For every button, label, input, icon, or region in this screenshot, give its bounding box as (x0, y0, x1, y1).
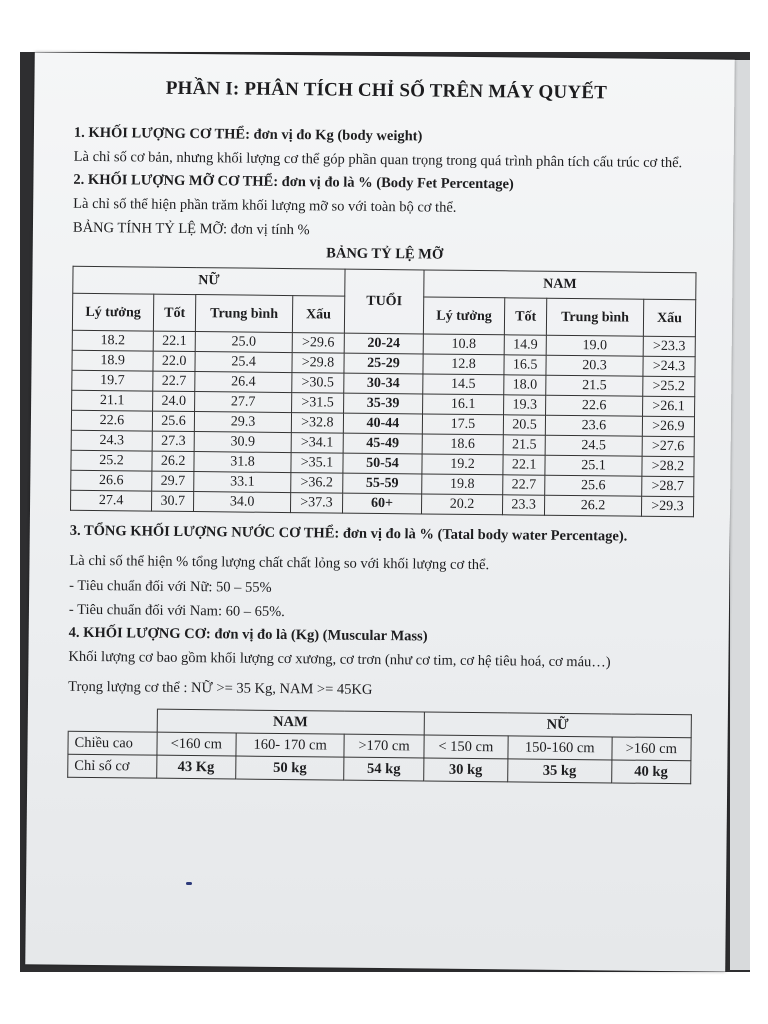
female-good-cell: 24.0 (153, 391, 195, 411)
section-1-heading: 1. KHỐI LƯỢNG CƠ THỂ: đơn vị đo Kg (body weight) (73, 124, 423, 145)
height-cell: 150-160 cm (508, 736, 612, 760)
section-2-heading: 2. KHỐI LƯỢNG MỠ CƠ THỂ: đơn vị đo là % (Body Fet Percentage) (73, 171, 514, 193)
male-average-cell: 21.5 (546, 376, 643, 397)
female-good-cell: 27.3 (152, 431, 194, 451)
female-average-cell: 27.7 (195, 392, 292, 413)
male-group-header: NAM (424, 270, 696, 300)
female-average-cell: 34.0 (194, 492, 291, 513)
male-bad-cell: >23.3 (643, 337, 695, 358)
male-ideal-cell: 19.8 (422, 474, 503, 495)
female-bad-cell: >29.8 (292, 353, 344, 374)
height-cell: <160 cm (156, 732, 236, 756)
height-cell: 160- 170 cm (236, 733, 345, 757)
female-ideal-cell: 18.2 (72, 331, 153, 352)
section-3-heading: 3. TỔNG KHỐI LƯỢNG NƯỚC CƠ THỂ: đơn vị đo là % (Tatal body water Percentage). (69, 523, 628, 545)
section-2-subtext: BẢNG TÍNH TỶ LỆ MỠ: đơn vị tính % (72, 220, 310, 239)
female-good-cell: 29.7 (152, 471, 194, 491)
female-ideal-cell: 26.6 (71, 471, 152, 492)
muscle-value-cell: 35 kg (508, 759, 612, 783)
female-good-cell: 26.2 (152, 451, 194, 471)
female-good-cell: 30.7 (152, 491, 194, 511)
female-average-cell: 26.4 (195, 372, 292, 393)
muscle-value-cell: 43 Kg (156, 755, 236, 779)
female-good-cell: 25.6 (152, 411, 194, 431)
section-3-text: Là chỉ số thể hiện % tổng lượng chất chất lỏng so với khối lượng cơ thể. (69, 553, 490, 574)
female-average-cell: 30.9 (194, 432, 291, 453)
male-bad-cell: >25.2 (643, 377, 695, 398)
muscle-value-cell: 40 kg (611, 760, 691, 784)
male-good-cell: 22.7 (503, 475, 545, 495)
female-average-cell: 25.4 (195, 352, 292, 373)
age-cell: 60+ (342, 493, 421, 514)
muscle-index-row-label: Chỉ số cơ (68, 754, 157, 778)
male-average-cell: 24.5 (545, 436, 642, 457)
section-4-heading: 4. KHỐI LƯỢNG CƠ: đơn vị đo là (Kg) (Muscular Mass) (68, 624, 428, 645)
male-average-cell: 22.6 (546, 396, 643, 417)
age-header: TUỔI (344, 269, 424, 334)
male-bad-header: Xấu (643, 300, 696, 338)
female-bad-cell: >35.1 (291, 453, 343, 474)
female-bad-cell: >29.6 (292, 333, 344, 354)
male-good-cell: 18.0 (504, 375, 546, 395)
document-page (25, 52, 735, 971)
age-cell: 30-34 (344, 373, 423, 394)
male-bad-cell: >24.3 (643, 357, 695, 378)
male-average-header: Trung bình (547, 299, 644, 337)
female-average-cell: 29.3 (195, 412, 292, 433)
male-average-cell: 19.0 (546, 336, 643, 357)
male-ideal-cell: 16.1 (422, 394, 503, 415)
female-good-cell: 22.1 (153, 331, 195, 351)
female-ideal-cell: 18.9 (72, 351, 153, 372)
female-bad-cell: >31.5 (291, 393, 343, 414)
male-good-header: Tốt (504, 298, 547, 335)
male-bad-cell: >28.7 (642, 477, 694, 498)
female-ideal-cell: 21.1 (72, 391, 153, 412)
female-average-cell: 33.1 (194, 472, 291, 493)
section-4-text: Khối lượng cơ bao gồm khối lượng cơ xương, cơ trơn (như cơ tim, cơ hệ tiêu hoá, cơ máu…) (68, 648, 611, 671)
female-ideal-cell: 22.6 (71, 411, 152, 432)
female-bad-cell: >32.8 (291, 413, 343, 434)
section-1-text: Là chỉ số cơ bản, nhưng khối lượng cơ thể góp phần quan trọng trong quá trình phân tích cấu trúc cơ thể. (73, 148, 683, 172)
fat-percentage-table (70, 266, 697, 518)
female-group-header: NỮ (73, 267, 345, 297)
male-bad-cell: >28.2 (642, 457, 694, 478)
age-cell: 50-54 (343, 453, 422, 474)
height-cell: >170 cm (344, 734, 424, 758)
male-average-cell: 23.6 (545, 416, 642, 437)
pen-mark (186, 882, 192, 885)
female-bad-cell: >36.2 (291, 473, 343, 494)
male-ideal-cell: 14.5 (423, 374, 504, 395)
section-2-text: Là chỉ số thể hiện phần trăm khối lượng mỡ so với toàn bộ cơ thể. (73, 195, 457, 216)
fat-table-title: BẢNG TỶ LỆ MỠ (326, 245, 444, 264)
height-row-label: Chiều cao (68, 731, 157, 755)
male-average-cell: 26.2 (545, 496, 642, 517)
age-cell: 40-44 (343, 413, 422, 434)
male-ideal-cell: 20.2 (421, 494, 502, 515)
section-3-bullet-male: - Tiêu chuẩn đối với Nam: 60 – 65%. (68, 601, 285, 620)
female-ideal-header: Lý tưởng (72, 294, 153, 332)
male-ideal-cell: 10.8 (423, 334, 504, 355)
female-average-cell: 25.0 (195, 332, 292, 353)
muscle-mass-table (67, 708, 692, 785)
male-bad-cell: >27.6 (642, 437, 694, 458)
male-good-cell: 23.3 (503, 495, 545, 515)
male-ideal-cell: 18.6 (422, 434, 503, 455)
male-good-cell: 20.5 (503, 415, 545, 435)
male-bad-cell: >26.9 (642, 417, 694, 438)
male-ideal-cell: 12.8 (423, 354, 504, 375)
muscle-corner-cell (68, 708, 157, 732)
female-bad-cell: >37.3 (290, 493, 342, 514)
male-good-cell: 21.5 (503, 435, 545, 455)
male-good-cell: 22.1 (503, 455, 545, 475)
female-good-cell: 22.7 (153, 371, 195, 391)
male-good-cell: 14.9 (504, 335, 546, 355)
male-ideal-header: Lý tưởng (423, 297, 504, 335)
female-average-header: Trung bình (196, 295, 293, 333)
section-3-bullet-female: - Tiêu chuẩn đối với Nữ: 50 – 55% (69, 577, 272, 596)
muscle-female-header: NỮ (424, 712, 692, 738)
male-average-cell: 25.1 (545, 456, 642, 477)
male-bad-cell: >29.3 (641, 497, 693, 518)
male-ideal-cell: 19.2 (422, 454, 503, 475)
female-bad-cell: >30.5 (292, 373, 344, 394)
male-good-cell: 16.5 (504, 355, 546, 375)
female-ideal-cell: 24.3 (71, 431, 152, 452)
muscle-value-cell: 30 kg (423, 758, 507, 782)
female-good-cell: 22.0 (153, 351, 195, 371)
female-ideal-cell: 25.2 (71, 451, 152, 472)
male-bad-cell: >26.1 (642, 397, 694, 418)
age-cell: 45-49 (343, 433, 422, 454)
age-cell: 35-39 (343, 393, 422, 414)
female-ideal-cell: 19.7 (72, 371, 153, 392)
age-cell: 25-29 (344, 353, 423, 374)
age-cell: 20-24 (344, 333, 423, 354)
section-4-subtext: Trọng lượng cơ thể : NỮ >= 35 Kg, NAM >= 45KG (68, 678, 373, 698)
female-good-header: Tốt (153, 294, 196, 331)
height-cell: < 150 cm (424, 735, 508, 759)
female-average-cell: 31.8 (194, 452, 291, 473)
female-ideal-cell: 27.4 (70, 491, 151, 512)
female-bad-cell: >34.1 (291, 433, 343, 454)
age-cell: 55-59 (343, 473, 422, 494)
male-average-cell: 20.3 (546, 356, 643, 377)
height-cell: >160 cm (611, 737, 691, 761)
female-bad-header: Xấu (292, 296, 344, 334)
muscle-male-header: NAM (157, 709, 424, 735)
document-content (67, 77, 698, 784)
page-title: PHẦN I: PHÂN TÍCH CHỈ SỐ TRÊN MÁY QUYẾT (165, 77, 608, 104)
male-good-cell: 19.3 (504, 395, 546, 415)
male-average-cell: 25.6 (545, 476, 642, 497)
muscle-value-cell: 54 kg (344, 757, 424, 781)
muscle-value-cell: 50 kg (236, 756, 345, 780)
male-ideal-cell: 17.5 (422, 414, 503, 435)
